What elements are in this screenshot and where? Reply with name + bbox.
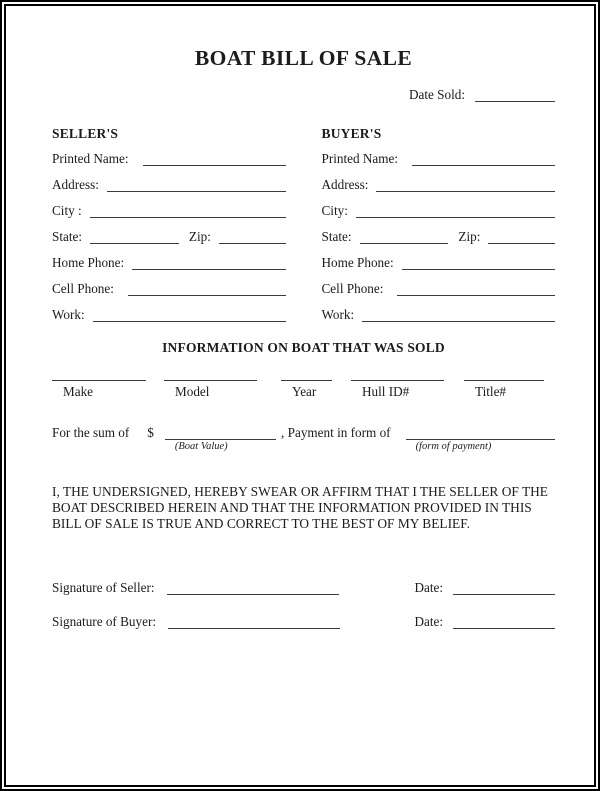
seller-state-label: State: — [52, 229, 83, 245]
seller-printed-name-row — [52, 142, 286, 168]
boat-make-label: Make — [63, 383, 94, 399]
boat-hull-id-field[interactable] — [351, 380, 444, 381]
boat-model-field[interactable] — [164, 380, 257, 381]
buyer-address-label: Address: — [321, 177, 369, 193]
boat-section-title: INFORMATION ON BOAT THAT WAS SOLD — [162, 339, 445, 355]
buyer-state-zip-row — [322, 220, 556, 246]
buyer-state-field[interactable] — [360, 243, 449, 244]
seller-cell-phone-row — [52, 272, 286, 298]
seller-city-field[interactable] — [90, 217, 286, 218]
buyer-header: BUYER'S — [321, 125, 382, 141]
seller-cell-phone-label: Cell Phone: — [52, 281, 114, 297]
seller-date-label: Date: — [414, 580, 443, 596]
seller-state-zip-row — [52, 220, 286, 246]
seller-city-label: City : — [52, 203, 82, 219]
boat-title-number-field[interactable] — [464, 380, 544, 381]
parties-columns — [52, 122, 555, 324]
sum-row — [52, 422, 555, 452]
buyer-home-phone-row — [322, 246, 556, 272]
boat-make-group — [52, 380, 146, 400]
date-sold-field[interactable] — [475, 101, 555, 102]
seller-header: SELLER'S — [52, 125, 119, 141]
seller-date-field[interactable] — [453, 594, 555, 595]
buyer-city-label: City: — [321, 203, 348, 219]
seller-zip-field[interactable] — [219, 243, 286, 244]
seller-printed-name-label: Printed Name: — [52, 151, 129, 167]
buyer-date-label: Date: — [414, 614, 443, 630]
buyer-cell-phone-label: Cell Phone: — [321, 281, 384, 297]
boat-model-label: Model — [175, 383, 210, 399]
boat-model-group — [164, 380, 257, 400]
buyer-cell-phone-field[interactable] — [397, 295, 555, 296]
boat-hull-id-label: Hull ID# — [362, 383, 410, 399]
seller-home-phone-label: Home Phone: — [52, 255, 125, 271]
affirmation-paragraph: I, THE UNDERSIGNED, HEREBY SWEAR OR AFFIRM THAT I THE SELLER OF THE BOAT DESCRIBED HEREIN AND THAT THE INFORMATION PROVIDED IN THIS BILL OF SALE IS TRUE AND CORRECT TO THE BEST OF MY BELIEF. — [52, 483, 548, 532]
boat-value-caption: (Boat Value) — [174, 440, 228, 452]
buyer-printed-name-label: Printed Name: — [321, 151, 399, 167]
seller-zip-label: Zip: — [188, 229, 211, 245]
buyer-zip-field[interactable] — [488, 243, 555, 244]
seller-address-label: Address: — [52, 177, 99, 193]
seller-cell-phone-field[interactable] — [128, 295, 286, 296]
date-sold-row — [52, 86, 555, 104]
sum-prefix-label: For the sum of — [52, 425, 130, 441]
buyer-address-row — [322, 168, 556, 194]
buyer-state-label: State: — [321, 229, 352, 245]
payment-form-label: , Payment in form of — [281, 425, 391, 441]
seller-state-field[interactable] — [90, 243, 179, 244]
seller-section — [52, 122, 286, 324]
payment-form-field[interactable] — [406, 425, 555, 452]
seller-signature-row — [52, 577, 555, 597]
buyer-cell-phone-row — [322, 272, 556, 298]
boat-year-group — [281, 380, 332, 400]
boat-hull-id-group — [351, 380, 444, 400]
seller-home-phone-row — [52, 246, 286, 272]
buyer-zip-label: Zip: — [458, 229, 481, 245]
seller-work-label: Work: — [52, 307, 85, 323]
seller-address-field[interactable] — [107, 191, 286, 192]
seller-signature-field[interactable] — [167, 594, 339, 595]
buyer-section — [322, 122, 556, 324]
buyer-address-field[interactable] — [376, 191, 555, 192]
boat-year-label: Year — [292, 383, 317, 399]
seller-work-row — [52, 298, 286, 324]
buyer-date-field[interactable] — [453, 628, 555, 629]
boat-year-field[interactable] — [281, 380, 332, 381]
buyer-signature-field[interactable] — [168, 628, 340, 629]
buyer-signature-label: Signature of Buyer: — [52, 614, 157, 630]
seller-printed-name-field[interactable] — [143, 165, 286, 166]
seller-address-row — [52, 168, 286, 194]
buyer-home-phone-label: Home Phone: — [321, 255, 394, 271]
seller-work-field[interactable] — [93, 321, 286, 322]
dollar-sign-label: $ — [147, 425, 154, 441]
boat-value-field[interactable] — [165, 425, 276, 452]
page-inner-frame — [4, 4, 596, 787]
seller-city-row — [52, 194, 286, 220]
seller-signature-label: Signature of Seller: — [52, 580, 155, 596]
buyer-city-row — [322, 194, 556, 220]
buyer-work-label: Work: — [321, 307, 355, 323]
buyer-signature-row — [52, 611, 555, 631]
boat-fields-row — [52, 380, 555, 400]
buyer-work-field[interactable] — [362, 321, 555, 322]
payment-form-caption: (form of payment) — [415, 440, 492, 452]
page-title: BOAT BILL OF SALE — [194, 46, 413, 70]
buyer-printed-name-row — [322, 142, 556, 168]
date-sold-label: Date Sold: — [408, 87, 465, 103]
buyer-city-field[interactable] — [356, 217, 555, 218]
seller-home-phone-field[interactable] — [132, 269, 285, 270]
boat-make-field[interactable] — [52, 380, 146, 381]
boat-title-number-label: Title# — [475, 383, 507, 399]
buyer-work-row — [322, 298, 556, 324]
buyer-printed-name-field[interactable] — [412, 165, 555, 166]
buyer-home-phone-field[interactable] — [402, 269, 555, 270]
boat-title-number-group — [464, 380, 544, 400]
